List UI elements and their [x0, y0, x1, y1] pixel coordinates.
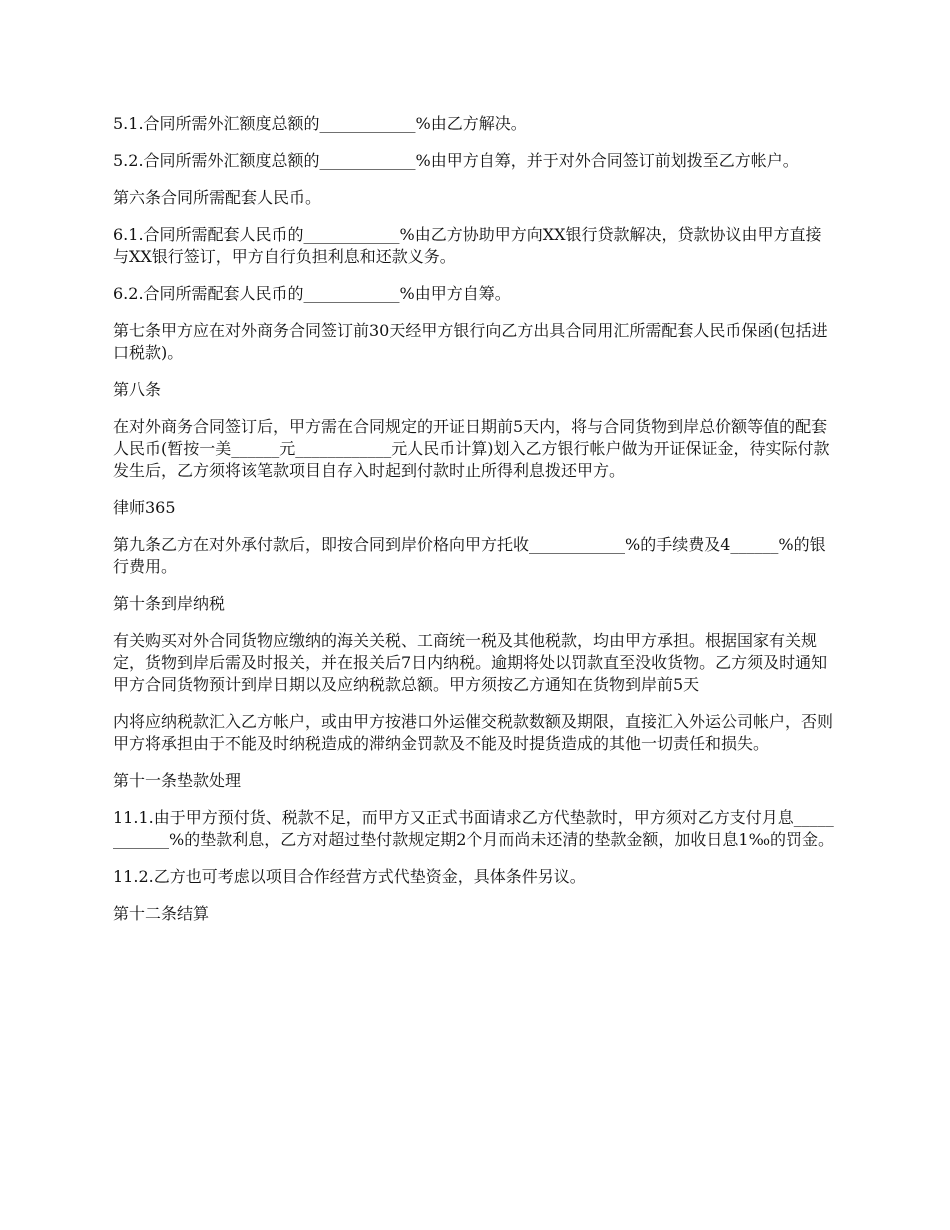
- article-8-heading: 第八条: [113, 380, 162, 399]
- document-page: [113, 113, 835, 925]
- article-10-body-part1: 有关购买对外合同货物应缴纳的海关关税、工商统一税及其他税款，均由甲方承担。根据国家有关规定，货物到岸后需及时报关，并在报关后7日内纳税。逾期将处以罚款直至没收货物。乙方须及时通知甲方合同货物预计到岸日期以及应纳税款总额。甲方须按乙方通知在货物到岸前5天: [113, 631, 828, 694]
- clause-5-1: 5.1.合同所需外汇额度总额的____________%由乙方解决。: [113, 114, 527, 133]
- clause-11-2: 11.2.乙方也可考虑以项目合作经营方式代垫资金，具体条件另议。: [113, 867, 586, 886]
- article-7: 第七条甲方应在对外商务合同签订前30天经甲方银行向乙方出具合同用汇所需配套人民币保函(包括进口税款)。: [113, 321, 828, 362]
- source-note: 律师365: [113, 498, 176, 517]
- article-8-body: 在对外商务合同签订后，甲方需在合同规定的开证日期前5天内，将与合同货物到岸总价额等值的配套人民币(暂按一美______元____________元人民币计算)划入乙方银行帐户做为开证保证金，待实际付款发生后，乙方须将该笔款项目自存入时起到付款时止所得利息拨还甲方。: [113, 417, 830, 480]
- article-10-heading: 第十条到岸纳税: [113, 594, 226, 613]
- article-11-heading: 第十一条垫款处理: [113, 771, 242, 790]
- article-10-body-part2: 内将应纳税款汇入乙方帐户，或由甲方按港口外运催交税款数额及期限，直接汇入外运公司帐户，否则甲方将承担由于不能及时纳税造成的滞纳金罚款及不能及时提货造成的其他一切责任和损失。: [113, 712, 834, 753]
- article-9: 第九条乙方在对外承付款后，即按合同到岸价格向甲方托收____________%的手续费及4______%的银行费用。: [113, 535, 826, 576]
- clause-5-2: 5.2.合同所需外汇额度总额的____________%由甲方自筹，并于对外合同签订前划拨至乙方帐户。: [113, 151, 799, 170]
- article-12-heading: 第十二条结算: [113, 904, 210, 923]
- article-6-heading: 第六条合同所需配套人民币。: [113, 188, 322, 207]
- clause-11-1: 11.1.由于甲方预付货、税款不足，而甲方又正式书面请求乙方代垫款时，甲方须对乙方支付月息____________%的垫款利息，乙方对超过垫付款规定期2个月而尚未还清的垫款金额，加收日息1‰的罚金。: [113, 808, 835, 849]
- clause-6-1: 6.1.合同所需配套人民币的____________%由乙方协助甲方向XX银行贷款解决，贷款协议由甲方直接与XX银行签订，甲方自行负担利息和还款义务。: [113, 225, 822, 266]
- clause-6-2: 6.2.合同所需配套人民币的____________%由甲方自筹。: [113, 284, 511, 303]
